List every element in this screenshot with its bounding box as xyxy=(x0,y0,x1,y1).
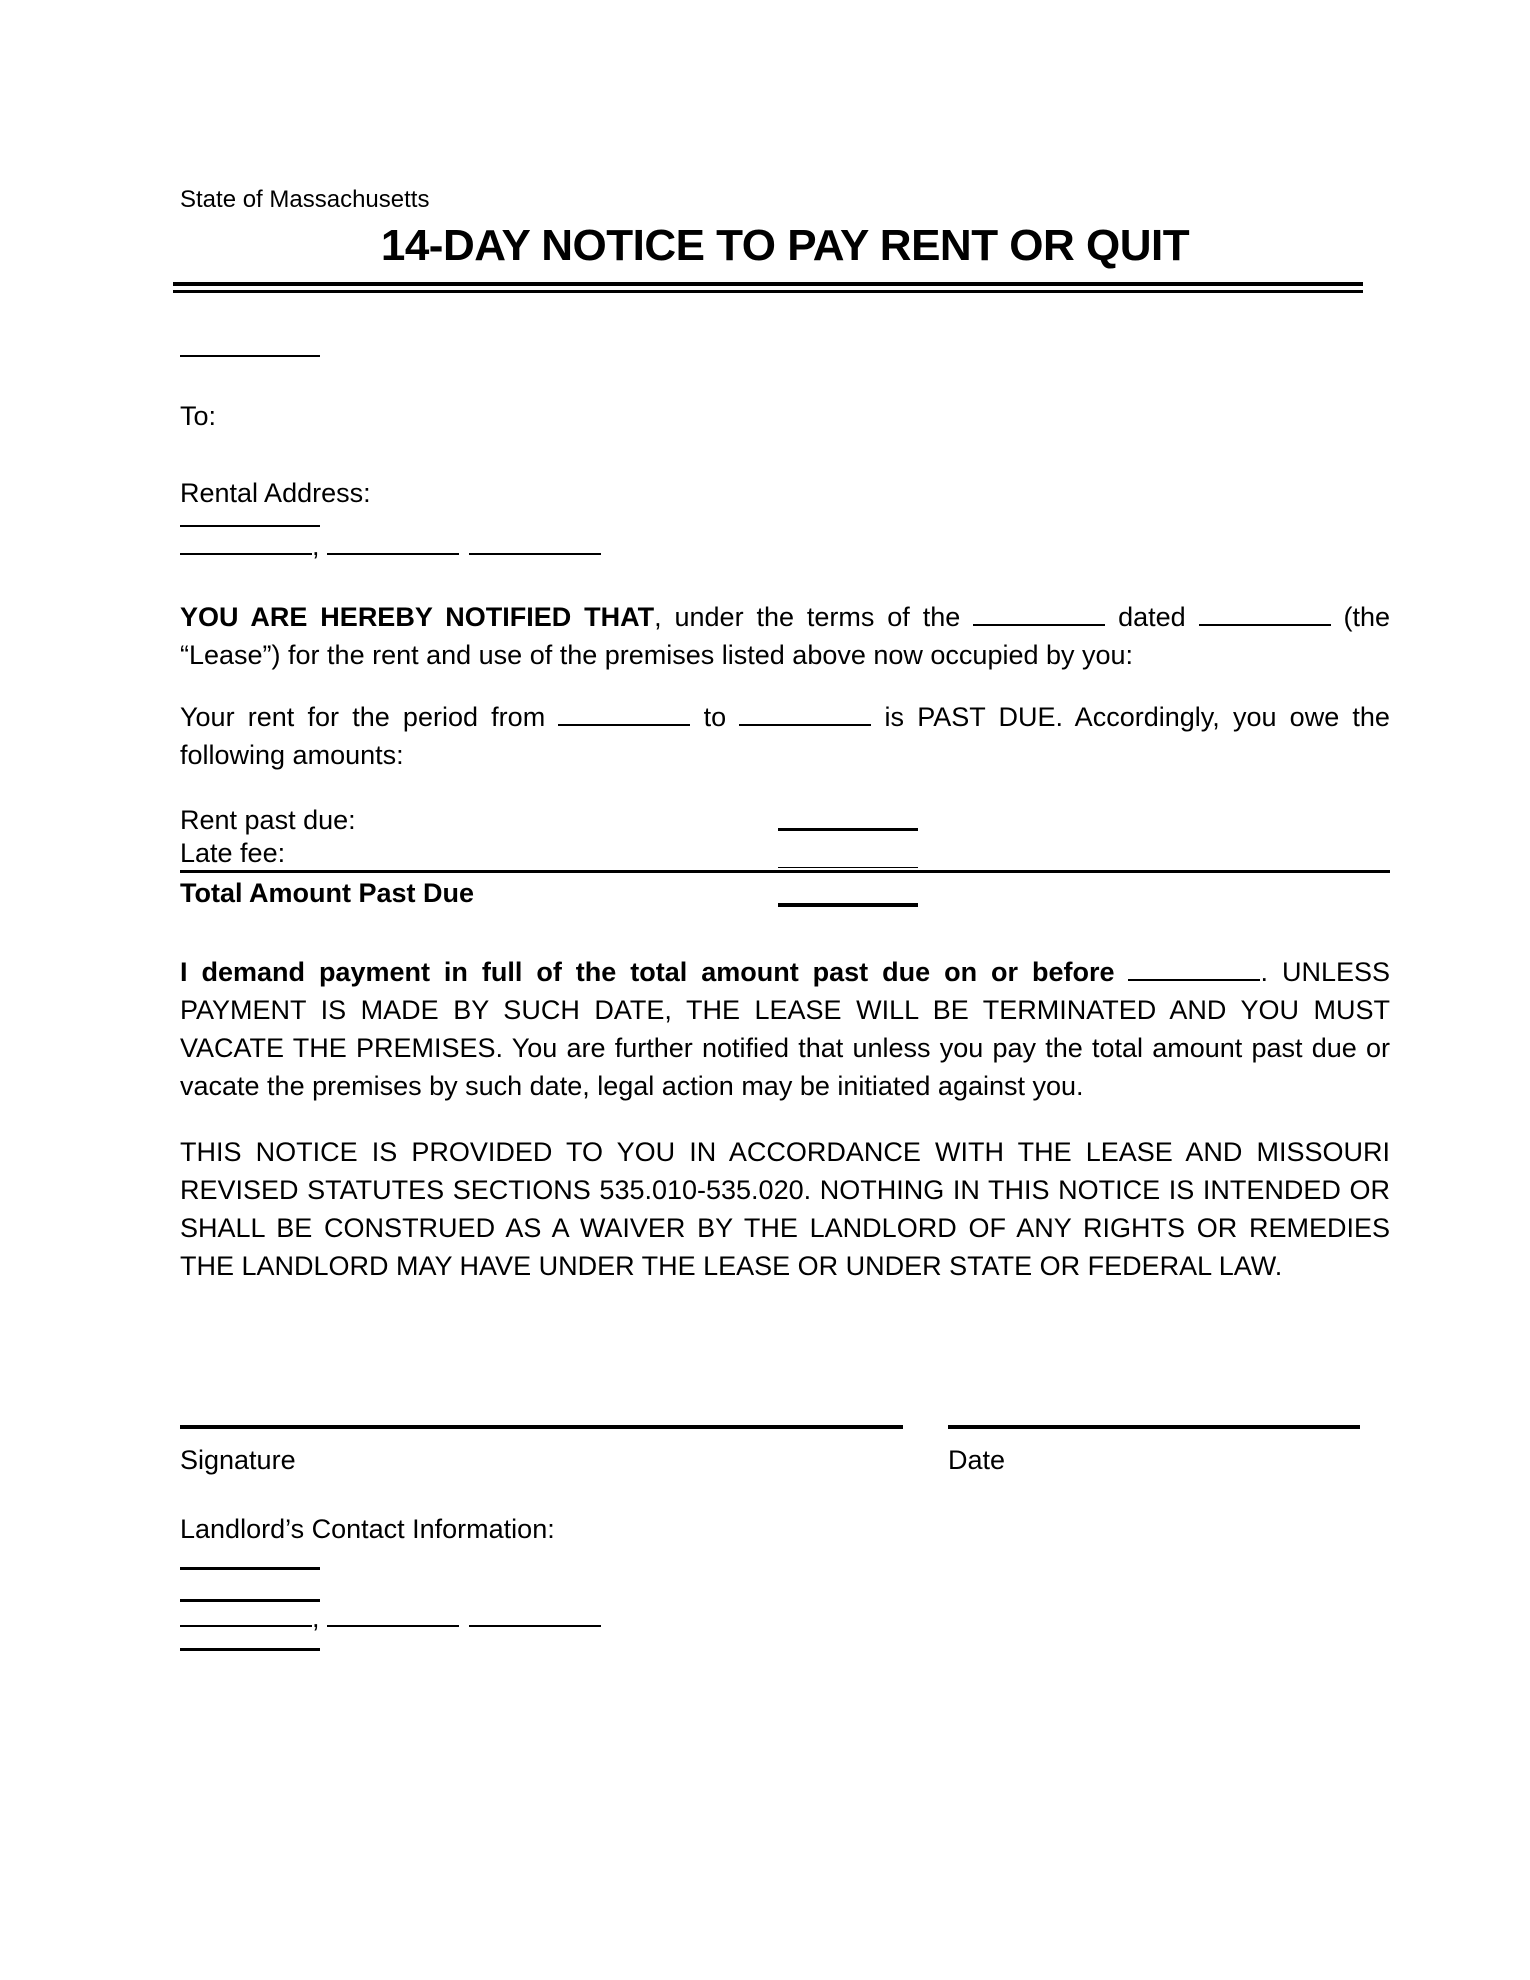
total-amount-blank[interactable] xyxy=(778,903,918,907)
signature-column xyxy=(180,1425,903,1476)
notice-text-b: dated xyxy=(1118,602,1186,632)
rental-address-label: Rental Address: xyxy=(180,478,371,508)
demand-paragraph xyxy=(180,953,1390,1105)
state-line[interactable] xyxy=(327,553,459,555)
contact-state-line[interactable] xyxy=(327,1625,459,1627)
late-fee-blank[interactable] xyxy=(778,867,918,868)
to-label: To: xyxy=(180,401,217,431)
signature-block xyxy=(180,1425,1390,1476)
rent-past-due-blank[interactable] xyxy=(778,828,918,831)
lease-name-blank[interactable] xyxy=(973,624,1105,626)
date-column xyxy=(948,1425,1360,1476)
title-double-rule xyxy=(173,282,1363,293)
total-amount-row xyxy=(180,873,1390,913)
city-state-zip-row xyxy=(180,531,1390,562)
notice-text-c: (the “Lease”) for the rent and use of the premises listed above now occupied by you: xyxy=(180,602,1390,670)
total-amount-label: Total Amount Past Due xyxy=(180,878,475,908)
city-comma: , xyxy=(312,531,320,561)
document-content xyxy=(180,0,1390,1651)
contact-fill-line-3[interactable] xyxy=(180,1648,320,1651)
zip-line[interactable] xyxy=(469,553,601,555)
lease-date-blank[interactable] xyxy=(1199,624,1331,626)
title-rule-bottom xyxy=(173,290,1363,293)
notice-paragraph xyxy=(180,598,1390,674)
contact-fill-line-2[interactable] xyxy=(180,1599,320,1602)
payment-deadline-blank[interactable] xyxy=(1128,979,1260,981)
contact-zip-line[interactable] xyxy=(469,1625,601,1627)
period-from-blank[interactable] xyxy=(558,724,690,726)
date-label: Date xyxy=(948,1445,1006,1475)
contact-fill-line-1[interactable] xyxy=(180,1567,320,1570)
notice-text-a: , under the terms of the xyxy=(654,602,961,632)
demand-bold-lead: I demand payment in full of the total amount past due on or before xyxy=(180,957,1115,987)
notice-bold-lead: YOU ARE HEREBY NOTIFIED THAT xyxy=(180,602,655,632)
period-paragraph xyxy=(180,698,1390,774)
document-title: 14-DAY NOTICE TO PAY RENT OR QUIT xyxy=(380,221,1190,270)
period-text-c: is PAST DUE. Accordingly, you owe the following amounts: xyxy=(180,702,1390,770)
landlord-contact-heading: Landlord’s Contact Information: xyxy=(180,1514,555,1544)
city-line[interactable] xyxy=(180,553,312,555)
signature-line[interactable] xyxy=(180,1425,903,1429)
period-text-b: to xyxy=(703,702,727,732)
street-address-line[interactable] xyxy=(180,525,320,527)
contact-city-state-zip-row xyxy=(180,1603,1390,1634)
late-fee-row xyxy=(180,837,1390,873)
period-text-a: Your rent for the period from xyxy=(180,702,546,732)
demand-text-a: . UNLESS PAYMENT IS MADE BY SUCH DATE, THE LEASE WILL BE TERMINATED AND YOU MUST VACATE THE PREMISES. You are further notified that unless you pay the total amount past due or vacate the premises by such date, legal action may be initiated against you. xyxy=(180,957,1390,1101)
title-rule-top xyxy=(173,282,1363,286)
statute-paragraph: THIS NOTICE IS PROVIDED TO YOU IN ACCORDANCE WITH THE LEASE AND MISSOURI REVISED STATUTES SECTIONS 535.010-535.020. NOTHING IN THIS NOTICE IS INTENDED OR SHALL BE CONSTRUED AS A WAIVER BY THE LANDLORD OF ANY RIGHTS OR REMEDIES THE LANDLORD MAY HAVE UNDER THE LEASE OR UNDER STATE OR FEDERAL LAW. xyxy=(180,1137,1390,1281)
rent-past-due-row xyxy=(180,804,1390,837)
contact-city-comma: , xyxy=(312,1603,320,1633)
signature-label: Signature xyxy=(180,1445,296,1475)
header-fill-line[interactable] xyxy=(180,355,320,357)
state-label: State of Massachusetts xyxy=(180,186,430,213)
rent-past-due-label: Rent past due: xyxy=(180,805,356,835)
late-fee-label: Late fee: xyxy=(180,838,286,868)
period-to-blank[interactable] xyxy=(739,724,871,726)
contact-city-line[interactable] xyxy=(180,1625,312,1627)
signature-spacer xyxy=(903,1425,948,1476)
amounts-table xyxy=(180,804,1390,913)
date-signature-line[interactable] xyxy=(948,1425,1360,1429)
